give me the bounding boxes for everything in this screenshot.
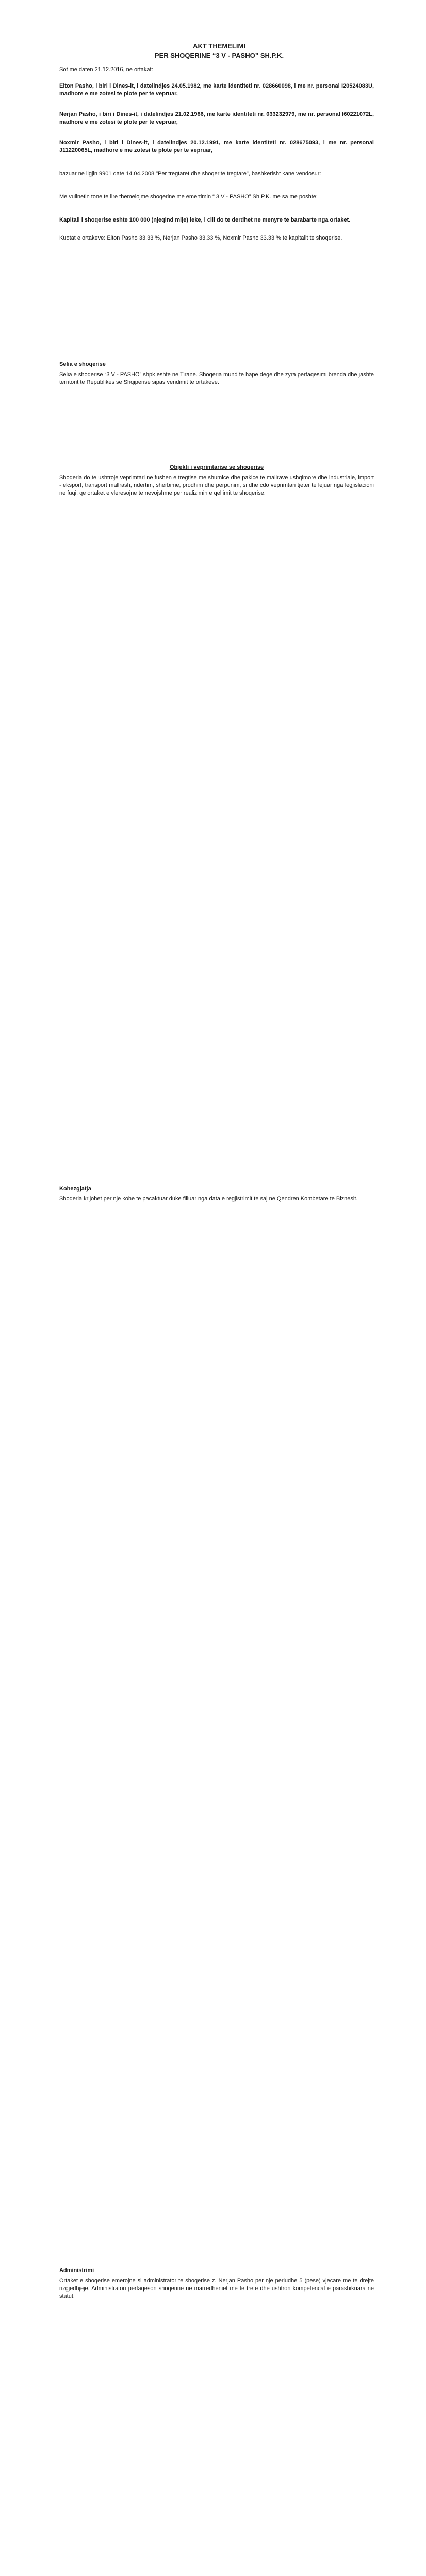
capital-line: Kapitali i shoqerise eshte 100 000 (njeqind mije) leke, i cili do te derdhet ne menyre te barabarte nga ortaket. [59,217,351,223]
section-text: Shoqeria krijohet per nje kohe te pacaktuar duke filluar nga data e regjistrimit te saj ne Qendren Kombetare te Biznesit. [59,1196,358,1202]
section-heading: Selia e shoqerise [59,361,106,367]
section-heading: Kohezgjatja [59,1185,91,1192]
section-text: Selia e shoqerise “3 V - PASHO” shpk eshte ne Tirane. Shoqeria mund te hape dege dhe zyra perfaqesimi brenda dhe jashte territorit te Republikes se Shqiperise sipas vendimit te ortakeve. [59,371,374,385]
section-text: Shoqeria do te ushtroje veprimtari ne fushen e tregtise me shumice dhe pakice te mallrave ushqimore dhe industriale, import - eksport, transport mallrash, ndertim, sherbime, prodhim dhe perpunim, si dhe cdo veprimtari tjeter te lejuar nga legjislacioni ne fuqi, qe ortaket e vleresojne te nevojshme per realizimin e qellimit te shoqerise. [59,474,374,496]
share-line: Kuotat e ortakeve: Elton Pasho 33.33 %, Nerjan Pasho 33.33 %, Noxmir Pasho 33.33 % te kapitalit te shoqerise. [59,235,342,241]
section-heading: Objekti i veprimtarise se shoqerise [169,464,264,470]
partner-3: Noxmir Pasho, i biri i Dines-it, i datelindjes 20.12.1991, me karte identiteti nr. 028675093, i me nr. personal J11220065L, madhore e me zotesi te plote per te vepruar, [59,140,374,154]
section-text: Ortaket e shoqerise emerojne si administrator te shoqerise z. Nerjan Pasho per nje periudhe 5 (pese) vjecare me te drejte rizgjedhjeje. Administratori perfaqeson shoqerine ne marredheniet me te trete dhe ushtron kompetencat e parashikuara ne statut. [59,2278,374,2299]
document-title: AKT THEMELIMI [193,42,245,50]
law-line: bazuar ne ligjin 9901 date 14.04.2008 "Per tregtaret dhe shoqerite tregtare", bashkerisht kane vendosur: [59,171,321,177]
section-heading: Administrimi [59,2267,94,2274]
document-subtitle: PER SHOQERINE “3 V - PASHO” SH.P.K. [154,52,284,59]
date-line: Sot me daten 21.12.2016, ne ortakat: [59,66,153,73]
partner-2: Nerjan Pasho, i biri i Dines-it, i datelindjes 21.02.1986, me karte identiteti nr. 033232979, me nr. personal I60221072L, madhore e me zotesi te plote per te vepruar, [59,111,374,125]
partner-1: Elton Pasho, i biri i Dines-it, i datelindjes 24.05.1982, me karte identiteti nr. 028660098, i me nr. personal I20524083U, madhore e me zotesi te plote per te vepruar, [59,83,374,97]
decision-line: Me vullnetin tone te lire themelojme shoqerine me emertimin “ 3 V - PASHO” Sh.P.K. me sa me poshte: [59,194,318,200]
